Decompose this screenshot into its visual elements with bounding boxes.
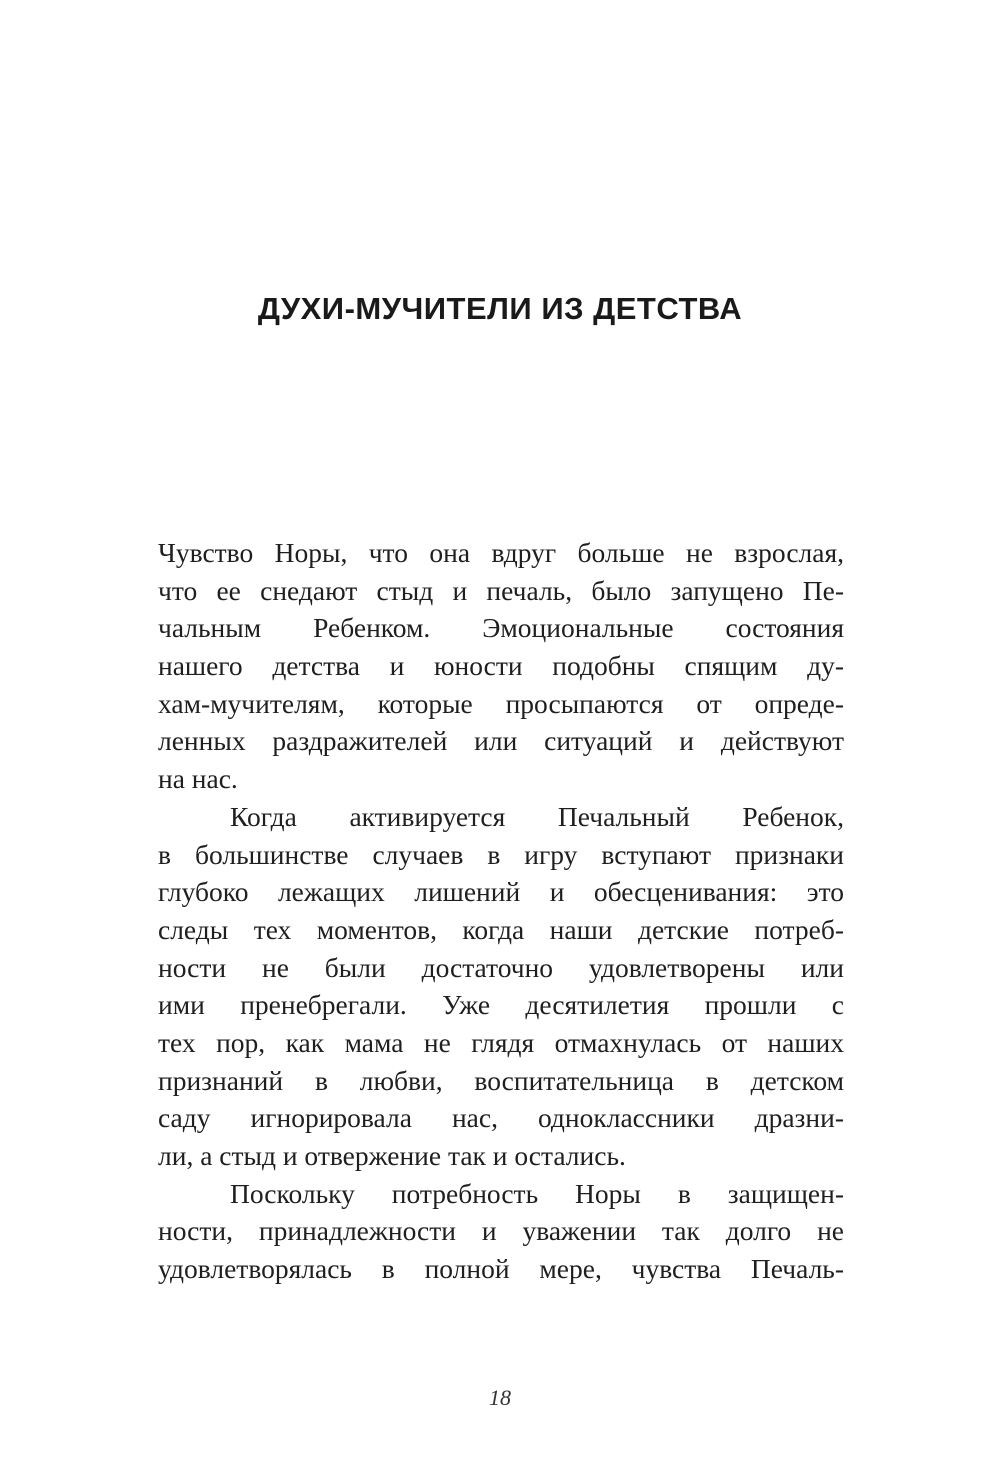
text-line: ими пренебрегали. Уже десятилетия прошли с [158, 989, 844, 1021]
text-line: нашего детства и юности подобны спящим ду- [158, 650, 844, 682]
chapter-title: ДУХИ-МУЧИТЕЛИ ИЗ ДЕТСТВА [257, 291, 743, 326]
text-line: ности, принадлежности и уважении так долго не [158, 1215, 844, 1247]
text-line: признаний в любви, воспитательница в детском [158, 1064, 844, 1096]
paragraph [158, 534, 844, 798]
text-line: глубоко лежащих лишений и обесценивания: это [158, 876, 844, 908]
paragraph [158, 798, 844, 1175]
text-line: чальным Ребенком. Эмоциональные состояния [158, 612, 844, 644]
text-line: тех пор, как мама не глядя отмахнулась от наших [158, 1026, 844, 1058]
page-number: 18 [489, 1385, 511, 1410]
text-line: ли, а стыд и отвержение так и остались. [158, 1140, 626, 1171]
body-text [158, 534, 844, 1288]
text-line: на нас. [158, 763, 238, 795]
text-line: Чувство Норы, что она вдруг больше не взрослая, [158, 537, 844, 568]
text-line: Поскольку потребность Норы в защищен- [230, 1177, 844, 1209]
text-line: в большинстве случаев в игру вступают признаки [158, 838, 844, 870]
text-line: следы тех моментов, когда наши детские потреб- [158, 913, 844, 945]
text-line: Когда активируется Печальный Ребенок, [230, 800, 844, 832]
text-line: что ее снедают стыд и печаль, было запущено Пе- [158, 574, 844, 606]
text-line: ности не были достаточно удовлетворены или [158, 951, 844, 983]
paragraph [158, 1175, 844, 1288]
text-line: саду игнорировала нас, одноклассники дразни- [158, 1102, 844, 1134]
text-line: ленных раздражителей или ситуаций и действуют [158, 725, 844, 757]
text-line: удовлетворялась в полной мере, чувства Печаль- [158, 1253, 844, 1285]
text-line: хам-мучителям, которые просыпаются от опреде- [158, 687, 844, 719]
